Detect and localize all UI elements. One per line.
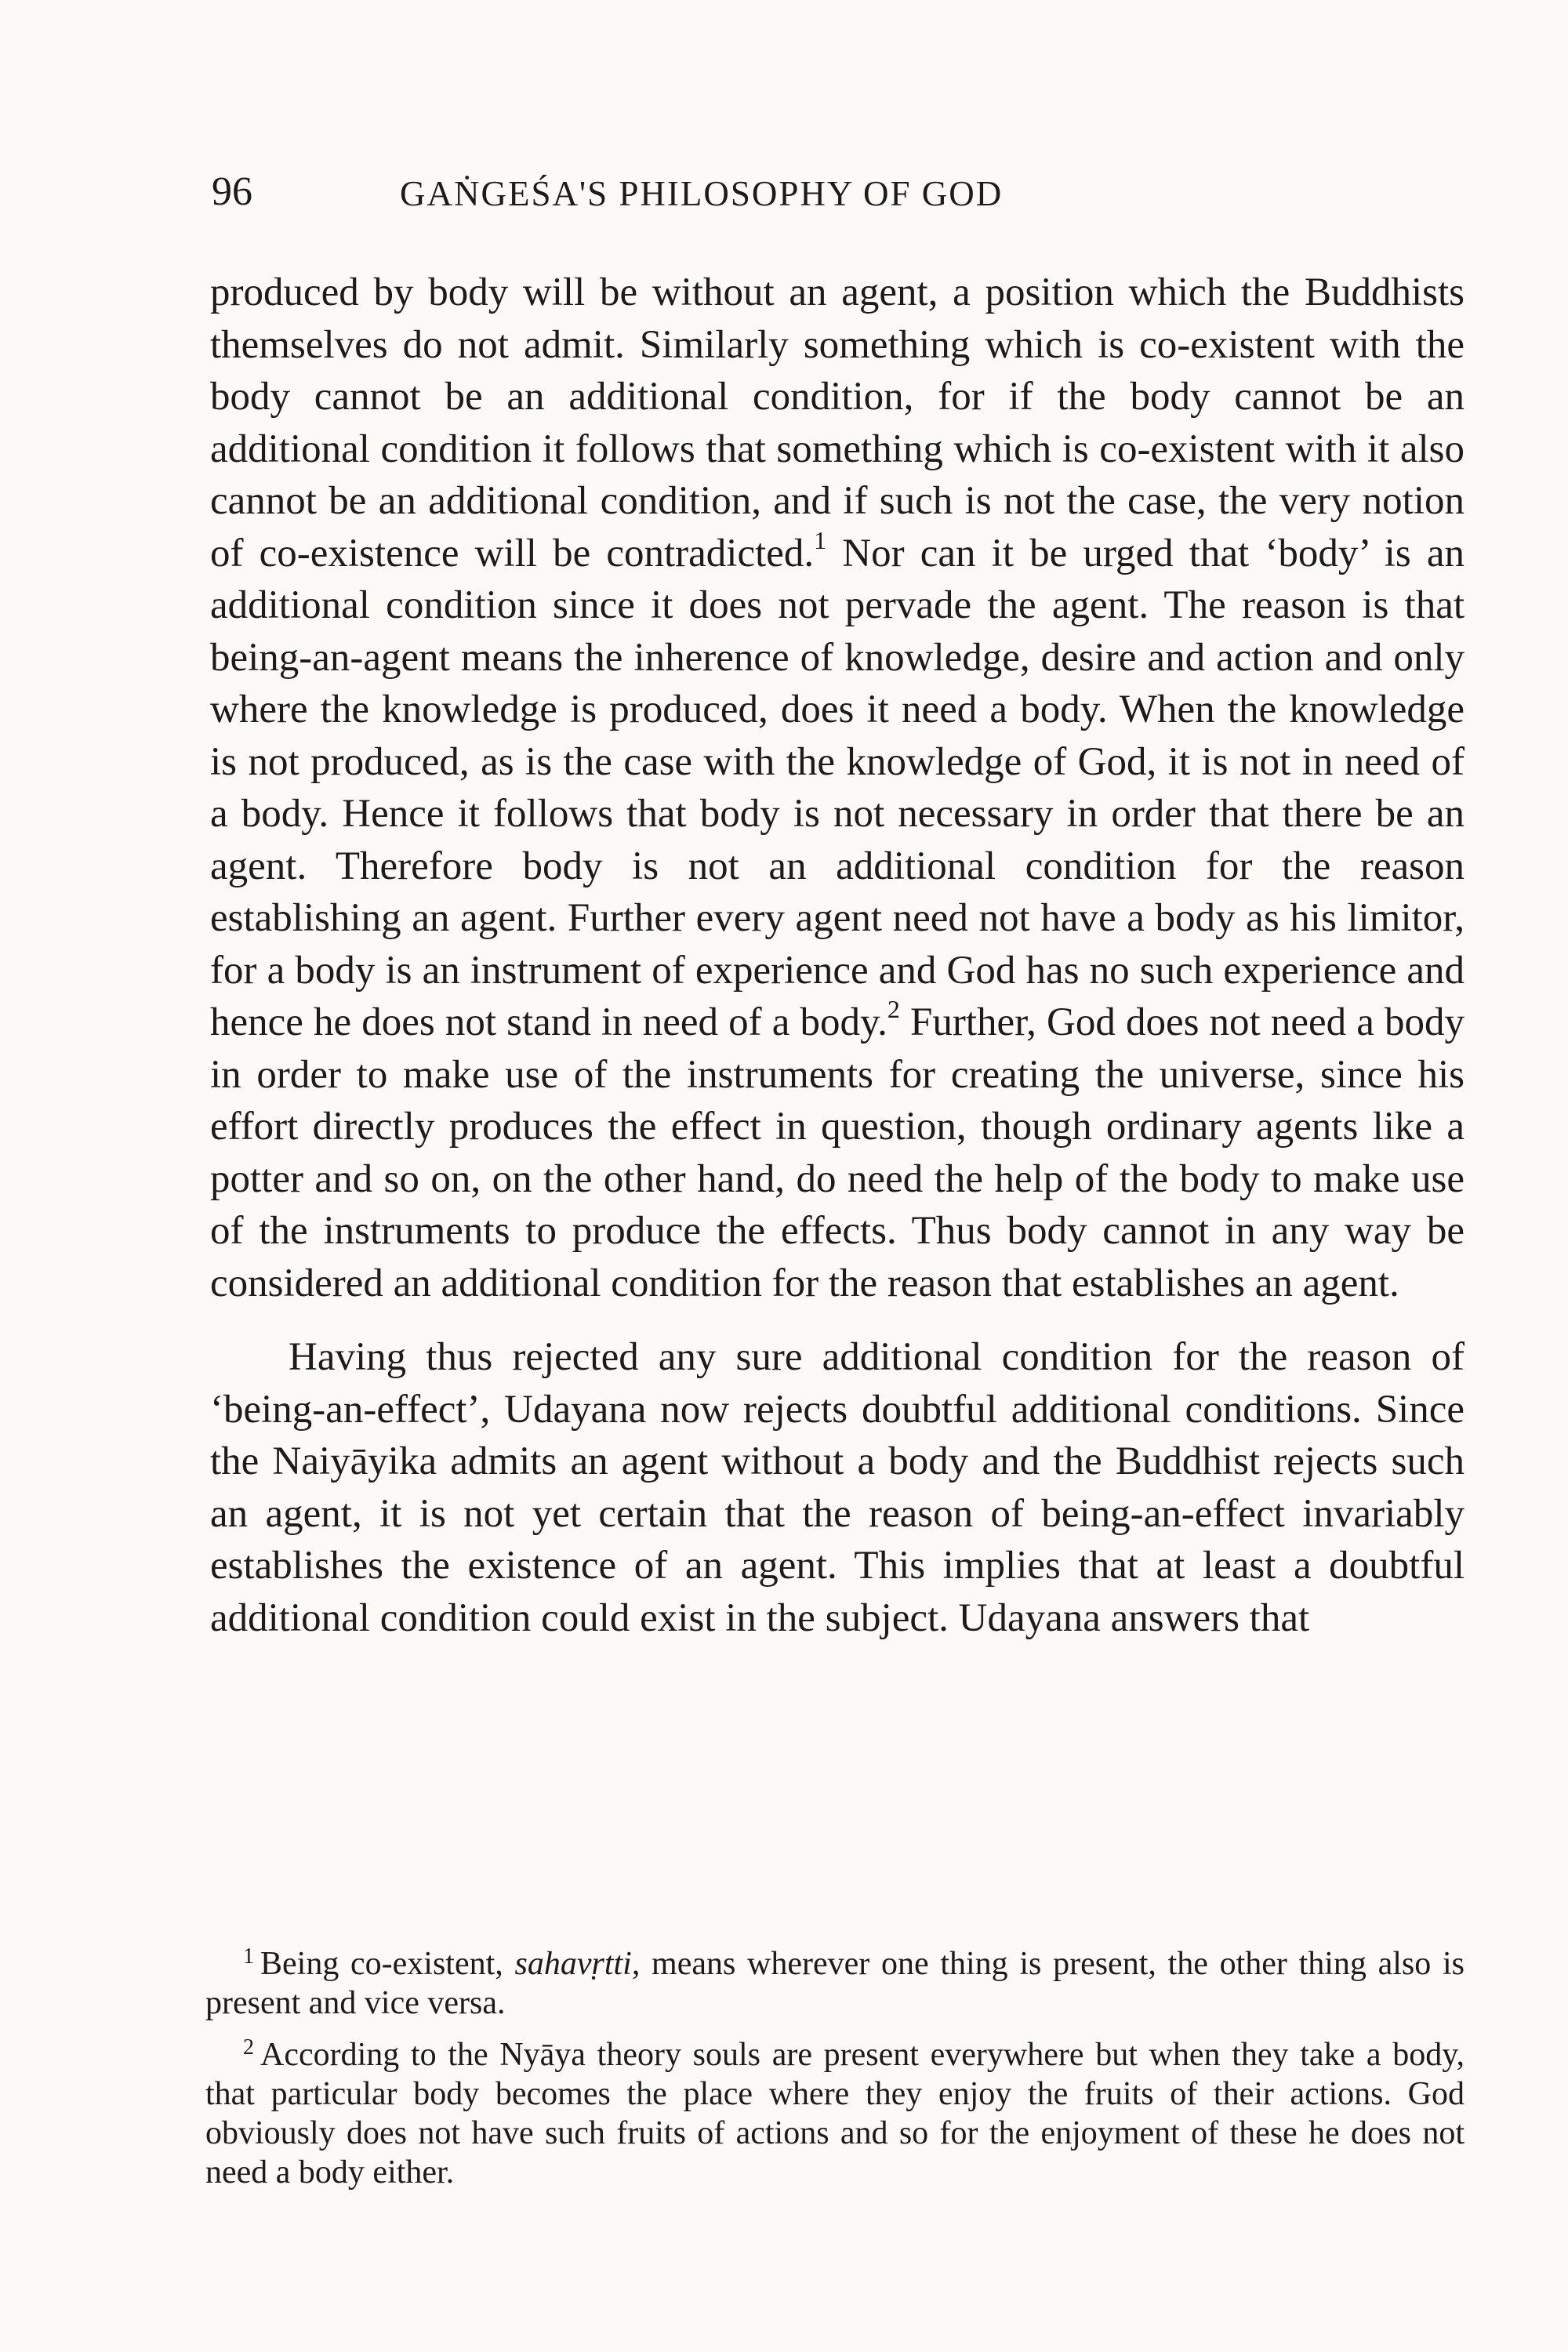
running-head [212, 169, 1466, 223]
paragraph-2: Having thus rejected any sure additional condition for the reason of ‘being-an-effect’, Udayana now rejects doubtful additional conditions. Since the Naiyāyika admits an agent without a body and the Buddhist rejects such an agent, it is not yet certain that the reason of being-an-effect invariably establishes the existence of an agent. This implies that at least a doubtful additional condition could exist in the subject. Udayana answers that [210, 1335, 1465, 1640]
footnote-1-mark: 1 [243, 1944, 254, 1969]
body-text [210, 267, 1465, 1644]
footnote-2-text: According to the Nyāya theory souls are present everywhere but when they take a body, that particular body becomes the place where they enjoy the fruits of their actions. God obviously does not have such fruits of actions and so for the enjoyment of these he does not need a body either. [205, 2037, 1465, 2190]
footnote-ref-2: 2 [887, 995, 900, 1023]
footnote-2-mark: 2 [243, 2035, 254, 2060]
paragraph-1-text-c: Further, God does not need a body in order to make use of the instruments for creating the universe, since his effort directly produces the effect in question, though ordinary agents like a potter and so on, on the other hand, do need the help of the body to make use of the instruments to produce the effects. Thus body cannot in any way be considered an additional condition for the reason that establishes an agent. [210, 1000, 1465, 1305]
page-number: 96 [212, 169, 252, 214]
paragraph-1-text-b: Nor can it be urged that ‘body’ is an additional condition since it does not pervade the agent. The reason is that being-an-agent means the inherence of knowledge, desire and action and only where the knowledge is produced, does it need a body. When the knowledge is not produced, as is the case with the knowledge of God, it is not in need of a body. Hence it follows that body is not necessary in order that there be an agent. Therefore body is not an additional condition for the reason establishing an agent. Further every agent need not have a body as his limitor, for a body is an instrument of experience and God has no such experience and hence he does not stand in need of a body. [210, 531, 1465, 1044]
paragraph-1-text-a: produced by body will be without an agent, a position which the Buddhists themselves do not admit. Similarly something which is co-existent with the body cannot be an additional condition, for if the body cannot be an additional condition it follows that something which is co-existent with it also cannot be an additional condition, and if such is not the case, the very notion of co-existence will be contradicted. [210, 270, 1465, 575]
running-title: GAṄGEŚA'S PHILOSOPHY OF GOD [400, 174, 1004, 213]
footnote-1-term: sahavṛtti [514, 1946, 632, 1982]
footnotes [205, 1944, 1465, 2205]
footnote-ref-1: 1 [814, 525, 827, 554]
footnote-1 [205, 1944, 1465, 2023]
footnote-1-text-b: , means wherever one thing is present, the other thing also is present and vice versa. [205, 1946, 1465, 2021]
paragraph-1 [210, 267, 1465, 1309]
footnote-1-text-a: Being co-existent, [260, 1946, 515, 1982]
footnote-2 [205, 2035, 1465, 2192]
